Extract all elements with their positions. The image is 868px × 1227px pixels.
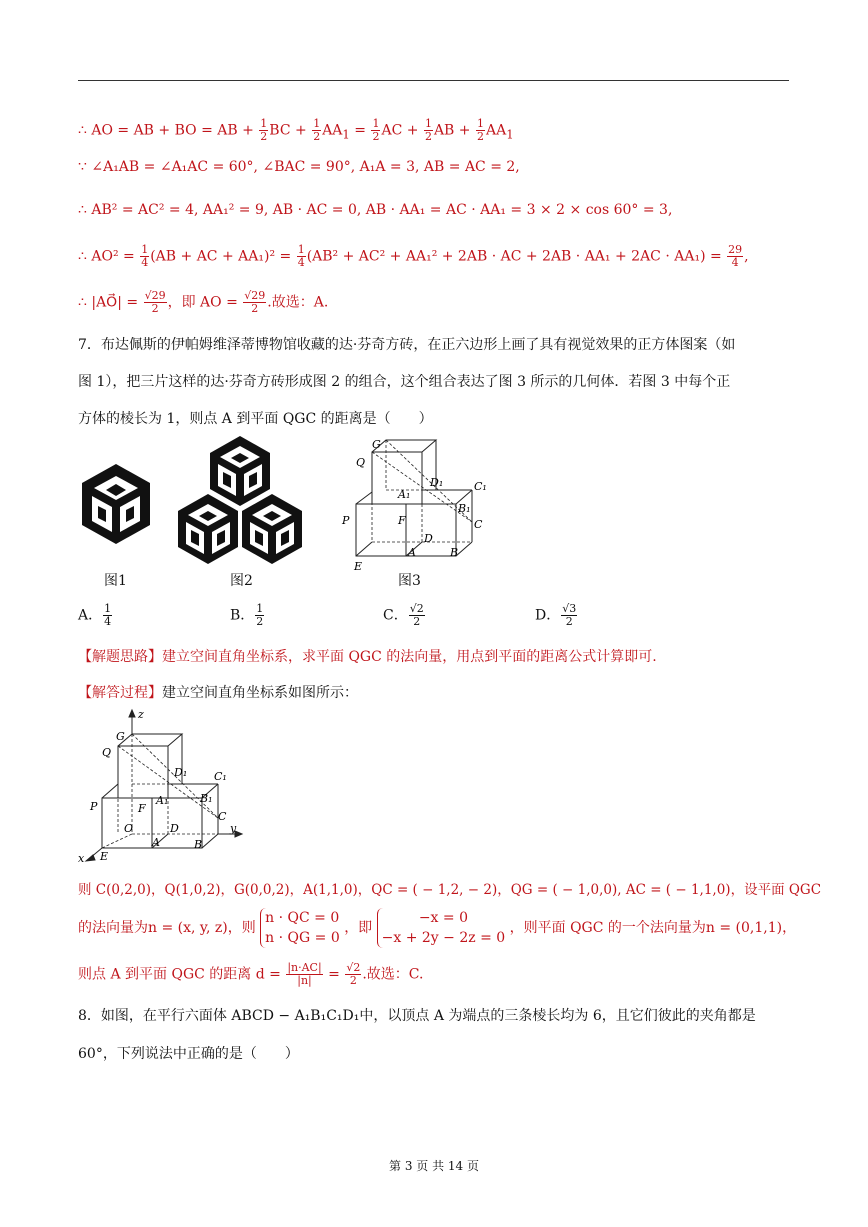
q7-text-line-1: 7．布达佩斯的伊帕姆维泽蒂博物馆收藏的达·芬奇方砖，在正六边形上画了具有视觉效果的正方体图案（如	[78, 337, 736, 353]
coord-label-B: B	[194, 838, 203, 851]
solution-coords: 则 C(0,2,0)，Q(1,0,2)，G(0,0,2)，A(1,1,0)，QC = ( − 1,2, − 2)，QG = ( − 1,0,0), AC = ( − 1,1,0)，设平面 QGC	[78, 882, 822, 898]
coord-label-P: P	[90, 800, 98, 813]
q8-text-line-2: 60°，下列说法中正确的是（ ）	[78, 1046, 299, 1062]
coord-label-C: C	[218, 810, 227, 823]
solution-distance: 则点 A 到平面 QGC 的距离 d = $\frac{|n\cdot AC|}{|n|}$ = $\frac{√2}{2}$ .故选：C.	[78, 961, 424, 987]
fig3-label-G: G	[372, 438, 381, 451]
coord-label-D: D	[170, 822, 179, 835]
coord-label-x: x	[78, 852, 85, 865]
fig3-label-C: C	[474, 518, 483, 531]
coord-label-O: O	[124, 822, 134, 835]
coord-label-A: A	[152, 836, 160, 849]
solution-line-2: ∵ ∠A₁AB = ∠A₁AC = 60°, ∠BAC = 90°, A₁A = 3, AB = AC = 2,	[78, 159, 520, 175]
fig3-label-E: E	[354, 560, 363, 572]
solution-line-5: ∴ |AO⃗| = $\frac{√29}{2}$ ，即 AO = $\frac{√29}{2}$ .故选：A.	[78, 289, 329, 315]
solution-line-3: ∴ AB² = AC² = 4, AA₁² = 9, AB · AC = 0, AB · AA₁ = AC · AA₁ = 3 × 2 × cos 60° = 3,	[78, 202, 673, 218]
coord-label-y: y	[230, 822, 237, 835]
fig3-label-A: A	[408, 546, 416, 559]
coord-label-G: G	[116, 730, 125, 743]
coord-label-D1: D₁	[174, 766, 188, 779]
solution-line-4: ∴ AO² = $\frac{1}{4}$ (AB + AC + AA₁)² = $\frac{1}{4}$ (AB² + AC² + AA₁² + 2AB · AC + 2AB · AA₁ + 2AC · AA₁) = $\frac{29}{4}$ ,	[78, 243, 749, 269]
fig3-label-A1: A₁	[398, 488, 411, 501]
option-d[interactable]: D． $\frac{√3}{2}$	[535, 602, 577, 628]
fig3-label-D: D	[424, 532, 433, 545]
coord-label-A1: A₁	[156, 794, 169, 807]
option-a[interactable]: A． $\frac{1}{4}$	[78, 602, 112, 628]
figure-3-caption: 图3	[398, 573, 421, 589]
coord-label-B1: B₁	[200, 792, 213, 805]
q8-text-line-1: 8．如图，在平行六面体 ABCD − A₁B₁C₁D₁中，以顶点 A 为端点的三条棱长均为 6，且它们彼此的夹角都是	[78, 1008, 756, 1024]
coord-label-z: z	[138, 708, 144, 721]
fig3-label-B1: B₁	[458, 502, 471, 515]
coord-label-C1: C₁	[214, 770, 227, 783]
fig3-label-Q: Q	[356, 456, 366, 469]
figure-1-caption: 图1	[104, 573, 127, 589]
solution-idea: 【解题思路】建立空间直角坐标系，求平面 QGC 的法向量，用点到平面的距离公式计算即可.	[78, 649, 657, 665]
solution-process: 【解答过程】建立空间直角坐标系如图所示：	[78, 685, 358, 701]
figure-1-tile	[80, 462, 152, 546]
header-rule	[78, 80, 789, 81]
q7-text-line-3: 方体的棱长为 1，则点 A 到平面 QGC 的距离是（ ）	[78, 411, 433, 427]
solution-line-1: ∴ AO = AB + BO = AB + $\frac{1}{2}$ BC + $\frac{1}{2}$ $AA_1$ = $\frac{1}{2}$ AC + $\frac{1}{2}$ AB + $\frac{1}{2}$ $AA_1$	[78, 117, 514, 143]
solution-normal: 的法向量为n = (x, y, z)，则 n · QC = 0 n · QG = 0 ，即 −x = 0 −x + 2y − 2z = 0 ，则平面 QGC 的一个法向量为n = (0,1,1)，	[78, 910, 797, 946]
coord-label-F: F	[138, 802, 146, 815]
figure-3-solid	[336, 432, 496, 572]
figure-2-caption: 图2	[230, 573, 253, 589]
fig3-label-C1: C₁	[474, 480, 487, 493]
fig3-label-P: P	[342, 514, 350, 527]
coord-label-E: E	[100, 850, 109, 863]
q7-text-line-2: 图 1），把三片这样的达·芬奇方砖形成图 2 的组合，这个组合表达了图 3 所示的几何体．若图 3 中每个正	[78, 374, 731, 390]
coordinate-figure	[76, 708, 256, 868]
option-c[interactable]: C． $\frac{√2}{2}$	[383, 602, 424, 628]
coord-label-Q: Q	[102, 746, 112, 759]
figure-2-tiles	[176, 434, 304, 568]
fig3-label-F: F	[398, 514, 406, 527]
fig3-label-D1: D₁	[430, 476, 444, 489]
fig3-label-B: B	[450, 546, 459, 559]
page-footer: 第 3 页 共 14 页	[389, 1159, 479, 1173]
option-b[interactable]: B． $\frac{1}{2}$	[230, 602, 264, 628]
